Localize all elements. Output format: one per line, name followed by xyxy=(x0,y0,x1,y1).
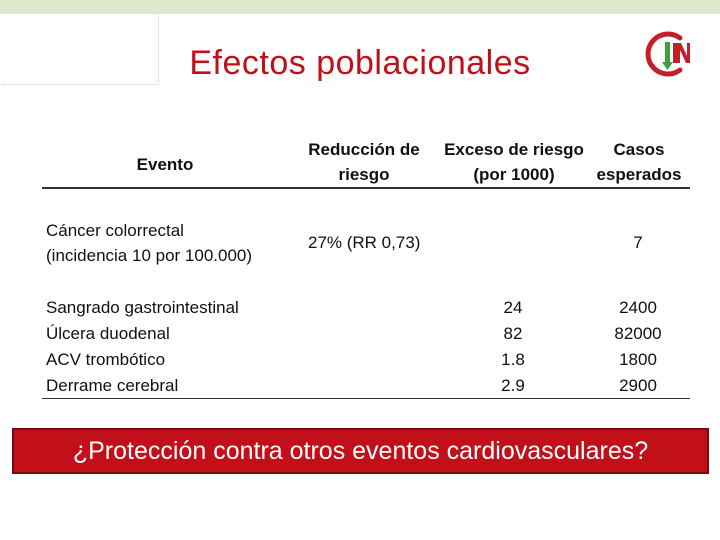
header-evento: Evento xyxy=(136,155,194,174)
row-colorectal-reduccion: 27% (RR 0,73) xyxy=(308,233,421,252)
header-reduccion: Reducción de riesgo xyxy=(308,140,420,184)
cin-logo-icon xyxy=(640,26,696,82)
row-colorectal-casos: 7 xyxy=(633,233,643,252)
header-exceso: Exceso de riesgo (por 1000) xyxy=(444,140,584,184)
header-rule xyxy=(42,187,690,189)
header-casos: Casos esperados xyxy=(596,140,682,184)
row-colorectal-evento: Cáncer colorrectal (incidencia 10 por 100.000) xyxy=(46,221,253,265)
bottom-rule xyxy=(42,398,690,399)
top-band xyxy=(0,0,720,14)
slide-title: Efectos poblacionales xyxy=(189,44,531,82)
question-banner: ¿Protección contra otros eventos cardiovasculares? xyxy=(12,428,709,474)
